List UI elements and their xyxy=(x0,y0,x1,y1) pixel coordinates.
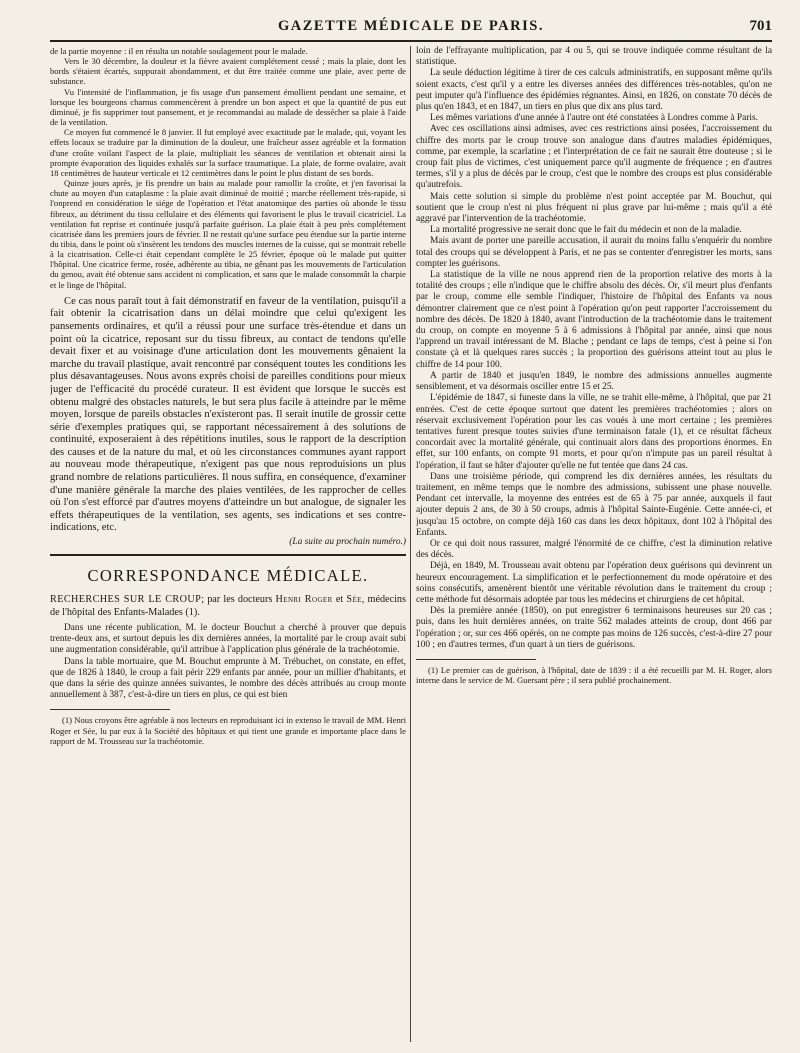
article-paragraph: Déjà, en 1849, M. Trousseau avait obtenu par l'opération deux guérisons qui devinrent un heureux encouragement. La simplification et le perfectionnement du mode opératoire et des soins consécutifs, amenèrent bientôt une véritable révolution dans le traitement du croup ; cette méthode fut désormais adoptée par tous les médecins et chirurgiens de cet hôpital. xyxy=(416,561,772,605)
article-paragraph: Dès la première année (1850), on put enregistrer 6 terminaisons heureuses sur 20 cas ; puis, dans les huit dernières années, on traite 562 malades atteints de croup, dont 466 par l'opération ; or, sur ces 466 opérés, on ne compte pas moins de 126 succès, c'est-à-dire 27 pour 100 ; en d'autres termes, d'un quart à un tiers de guérisons. xyxy=(416,606,772,650)
column-divider xyxy=(410,46,411,1042)
page-number: 701 xyxy=(749,18,772,34)
article-paragraph: Dans une troisième période, qui comprend les dix dernières années, les résultats du traitement, en même temps que le nombre des admissions, subissent une phase nouvelle. Pendant cet intervalle, la moyenne des entrées est de 65 à 75 par année, auxquels il faut ajouter depuis 2 ans, de 30 à 50 croups, admis à l'hôpital Sainte-Eugénie. Cette année-ci, et jusqu'au 15 octobre, on compte déjà 160 cas dans les deux hôpitaux, dont 102 à l'hôpital des Enfants. xyxy=(416,471,772,538)
case-paragraph: Vers le 30 décembre, la douleur et la fièvre avaient complétement cessé ; mais la plaie, dont les bords s'étaient écartés, suppurait abondamment, et dut être traitée comme une plaie, avec perte de substance. xyxy=(50,56,406,87)
article-paragraph: Or ce qui doit nous rassurer, malgré l'énormité de ce chiffre, c'est la diminution relative des décès. xyxy=(416,538,772,561)
footnote-text: (1) Nous croyons être agréable à nos lecteurs en reproduisant ici in extenso le travail de MM. Henri Roger et Sée, lu par eux à la Société des hôpitaux et qui tient une grande et importante place dans le rapport de M. Trousseau sur la trachéotomie. xyxy=(50,715,406,746)
article-paragraph: La statistique de la ville ne nous apprend rien de la proportion relative des morts à la totalité des croups ; elle n'indique que le chiffre absolu des décès. Or, s'il meurt plus d'enfants par le croup, comme elle semble l'indiquer, l'histoire de l'hôpital des Enfants va nous démontrer clairement que ce n'est point à l'opération qu'on peut rapporter l'accroissement du nombre des décès. De 1820 à 1840, avant l'introduction de la trachéotomie dans le traitement du croup, on compte en moyenne 5 à 6 admissions à l'hôpital par année, ainsi que nous l'apprend un travail intéressant de M. Blache ; pendant ce laps de temps, c'est à peine si l'on constate çà et là quelques rares succès ; la proportion des guérisons atteint tout au plus le chiffre de 14 pour 100. xyxy=(416,270,772,370)
right-column xyxy=(416,46,772,1042)
article-paragraph: La mortalité progressive ne serait donc que le fait du médecin et non de la maladie. xyxy=(430,225,742,236)
article-paragraph: Mais avant de porter une pareille accusation, il aurait du moins fallu s'enquérir du nombre total des croups qui se développent à Paris, et ne pas se contenter d'enregistrer les morts, sans compter les guérisons. xyxy=(416,236,772,269)
article-paragraph: Dans une récente publication, M. le docteur Bouchut a cherché à prouver que depuis trente-deux ans, et surtout depuis les dix dernières années, la mortalité par le croup avait subi une augmentation considérable, qu'il attribue à l'application plus générale de la trachéotomie. xyxy=(50,623,406,656)
article-heading-and: et xyxy=(332,594,347,606)
running-header xyxy=(50,18,772,42)
article-continuation xyxy=(416,46,772,651)
footnote-rule xyxy=(50,709,170,710)
article-paragraph: Avec ces oscillations ainsi admises, avec ces restrictions ainsi posées, l'accroissement du chiffre des morts par le croup trouve son analogue dans d'autres maladies épidémiques, comme, par exemple, la scarlatine ; et l'interprétation de ce fait ne saurait être douteuse ; si le croup fait plus de victimes, c'est uniquement parce qu'il augmente de fréquence ; en d'autres termes, s'il y a plus de décès par le croup, c'est que le nombre des croups est plus considérable qu'autrefois. xyxy=(416,124,772,191)
case-paragraph: Ce moyen fut commencé le 8 janvier. Il fut employé avec exactitude par le malade, qui, voyant les effets locaux se traduire par la diminution de la douleur, une fraîcheur assez agréable et la formation d'une croûte voilant l'aspect de la plaie, multipliait les séances de ventilation et obtenait ainsi la prompte évaporation des liquides exhalés sur la surface traumatique. La plaie, de forme ovalaire, avait 18 centimètres de hauteur verticale et 12 centimètres dans le point le plus distant de ses bords. xyxy=(50,127,406,178)
conclusion-paragraph: Ce cas nous paraît tout à fait démonstratif en faveur de la ventilation, puisqu'il a fait obtenir la cicatrisation dans un délai moindre que celui qu'exigent les pansements ordinaires, et qu'il a réussi pour une surface très-étendue et dans un point où la cicatrice, reposant sur du tissu fibreux, au contact de tendons qu'elle devait fixer et au voisinage d'une articulation dont les mouvements gênaient la marche du travail plastique, avait rencontré par conséquent toutes les conditions les plus désavantageuses. Nous avons exprès choisi de pareilles conditions pour mieux juger de l'efficacité du procédé curateur. Il est évident que lorsque le succès est obtenu malgré des obstacles naturels, le but sera plus facile à atteindre par le même moyen, lorsque de pareils obstacles n'existeront pas. Il serait inutile de grossir cette série d'exemples pratiques qui, se rapportant nécessairement à des solutions de continuité, exposeraient à des répétitions inutiles, sous le rapport de la description des causes et de la nature du mal, et où les circonstances communes ayant rapport au nouveau mode thérapeutique, n'exigent pas que nous reproduisions un plus grand nombre de relations particulières. Il nous suffira, en conséquence, d'examiner d'une manière générale la marche des plaies ventilées, de les rapprocher de celles où l'on s'est efforcé par d'autres moyens d'atteindre un but analogue, de signaler les effets thérapeutiques de la ventilation, ses agents, ses indications et ses contre-indications, etc. xyxy=(50,295,406,534)
footnote-text: (1) Le premier cas de guérison, à l'hôpital, date de 1839 : il a été recueilli par M. H. Roger, alors interne dans le service de M. Guersant père ; il sera publié prochainement. xyxy=(416,664,772,686)
case-paragraph: de la partie moyenne : il en résulta un notable soulagement pour le malade. xyxy=(50,46,308,56)
running-title: GAZETTE MÉDICALE DE PARIS. xyxy=(278,18,544,34)
article-paragraph: L'épidémie de 1847, si funeste dans la ville, ne se trahit elle-même, à l'hôpital, que par 21 entrées. C'est de cette époque surtout que datent les premières trachéotomies ; alors on réservait exclusivement l'opération pour les cas voués à une mort certaine ; les premières tentatives furent presque toutes suivies d'une terminaison fatale (1), et ce résultat fâcheux concordait avec la mortalité générale, qui continuait alors dans des proportions énormes. En effet, sur 100 enfants, on compte 91 morts, et pour qu'on n'impute pas un pareil résultat à l'opération, il faut se hâter d'ajouter qu'elle ne fut tentée que dans 24 cas. xyxy=(416,393,772,471)
footnote-rule xyxy=(416,659,536,660)
article-author-2: Sée xyxy=(346,594,362,606)
article-paragraph: Mais cette solution si simple du problème n'est point acceptée par M. Bouchut, qui soutient que le croup n'est ni plus fréquent ni plus grave par lui-même ; mais qu'il a été aggravé par l'intervention de la trachéotomie. xyxy=(416,191,772,225)
article-author-1: Henri Roger xyxy=(275,594,333,606)
case-report xyxy=(50,46,406,290)
section-rule xyxy=(50,554,406,556)
article-heading-tail: , médecins de l'hôpital des Enfants-Malades (1). xyxy=(50,594,406,618)
article-paragraph: La seule déduction légitime à tirer de ces calculs administratifs, en supposant même qu'ils soient exacts, c'est qu'il y a entre les diverses années des différences très-notables, qu'on ne peut imputer qu'à l'influence des épidémies régnantes. Ainsi, en 1826, on constate 70 décès de plus qu'en 1843, et en 1847, un tiers en plus que dix ans plus tard. xyxy=(416,68,772,113)
case-paragraph: Vu l'intensité de l'inflammation, je fis usage d'un pansement émollient pendant une semaine, et lorsque les bourgeons charnus commencèrent à prendre un bon aspect et que la quantité de pus eut diminué, je fis supprimer tout pansement, et je recommandai au malade de dessécher sa plaie à l'aide de la ventilation. xyxy=(50,86,406,128)
footnote xyxy=(50,715,406,746)
article-heading-mid: ; par les docteurs xyxy=(201,594,276,606)
article-body xyxy=(50,623,406,701)
conclusion xyxy=(50,296,406,535)
section-title: CORRESPONDANCE MÉDICALE. xyxy=(87,566,369,586)
article-paragraph: Dans la table mortuaire, que M. Bouchut emprunte à M. Trébuchet, on constate, en effet, que de 1826 à 1840, le croup a fait périr 229 enfants par année, pour un millier d'habitants, et que dans la série des quinze années suivantes, le nombre des décès attribués au croup monte annuellement à 387, c'est-à-dire un tiers en plus, ce qui est bien xyxy=(50,656,406,701)
article-paragraph: Les mêmes variations d'une année à l'autre ont été constatées à Londres comme à Paris. xyxy=(430,113,758,124)
article-heading xyxy=(50,594,406,619)
left-column xyxy=(50,46,406,1042)
to-be-continued: (La suite au prochain numéro.) xyxy=(289,537,406,548)
article-paragraph: A partir de 1840 et jusqu'en 1849, le nombre des admissions annuelles augmente sensiblement, et va désormais osciller entre 15 et 25. xyxy=(416,370,772,393)
article-paragraph: loin de l'effrayante multiplication, par 4 ou 5, qui se trouve indiquée comme résultant de la statistique. xyxy=(416,46,772,68)
article-heading-lead: RECHERCHES SUR LE CROUP xyxy=(50,594,202,606)
footnote xyxy=(416,665,772,685)
case-paragraph: Quinze jours après, je fis prendre un bain au malade pour ramollir la croûte, et j'en favorisai la chute au moyen d'un cataplasme : la plaie avait diminué de moitié ; marche réellement très-rapide, si l'onprend en considération le siége de l'opération et l'état anatomique des parties où abonde le tissu fibreux, au détriment du tissu cellulaire et des éléments qui favorisent le plus le travail cicatriciel. La ventilation fut reprise et continuée jusqu'à parfaite guérison. La plaie était à peu près complétement cicatrisée dans les premiers jours de février. Il ne restait qu'une surface peu étendue sur la partie interne du tibia, dans le point où s'insèrent les tendons des muscles internes de la cuisse, qui se montrait rebelle à la cicatrisation. Celle-ci était cependant complète le 25 février, époque où le malade put quitter l'hôpital. Une cicatrice ferme, rosée, adhérente au tibia, ne gênant pas les mouvements de l'articulation du genou, avait été obtenue sans accident ni complication, et sans que le malade consommât la charpie et le linge de l'hôpital. xyxy=(50,178,406,290)
